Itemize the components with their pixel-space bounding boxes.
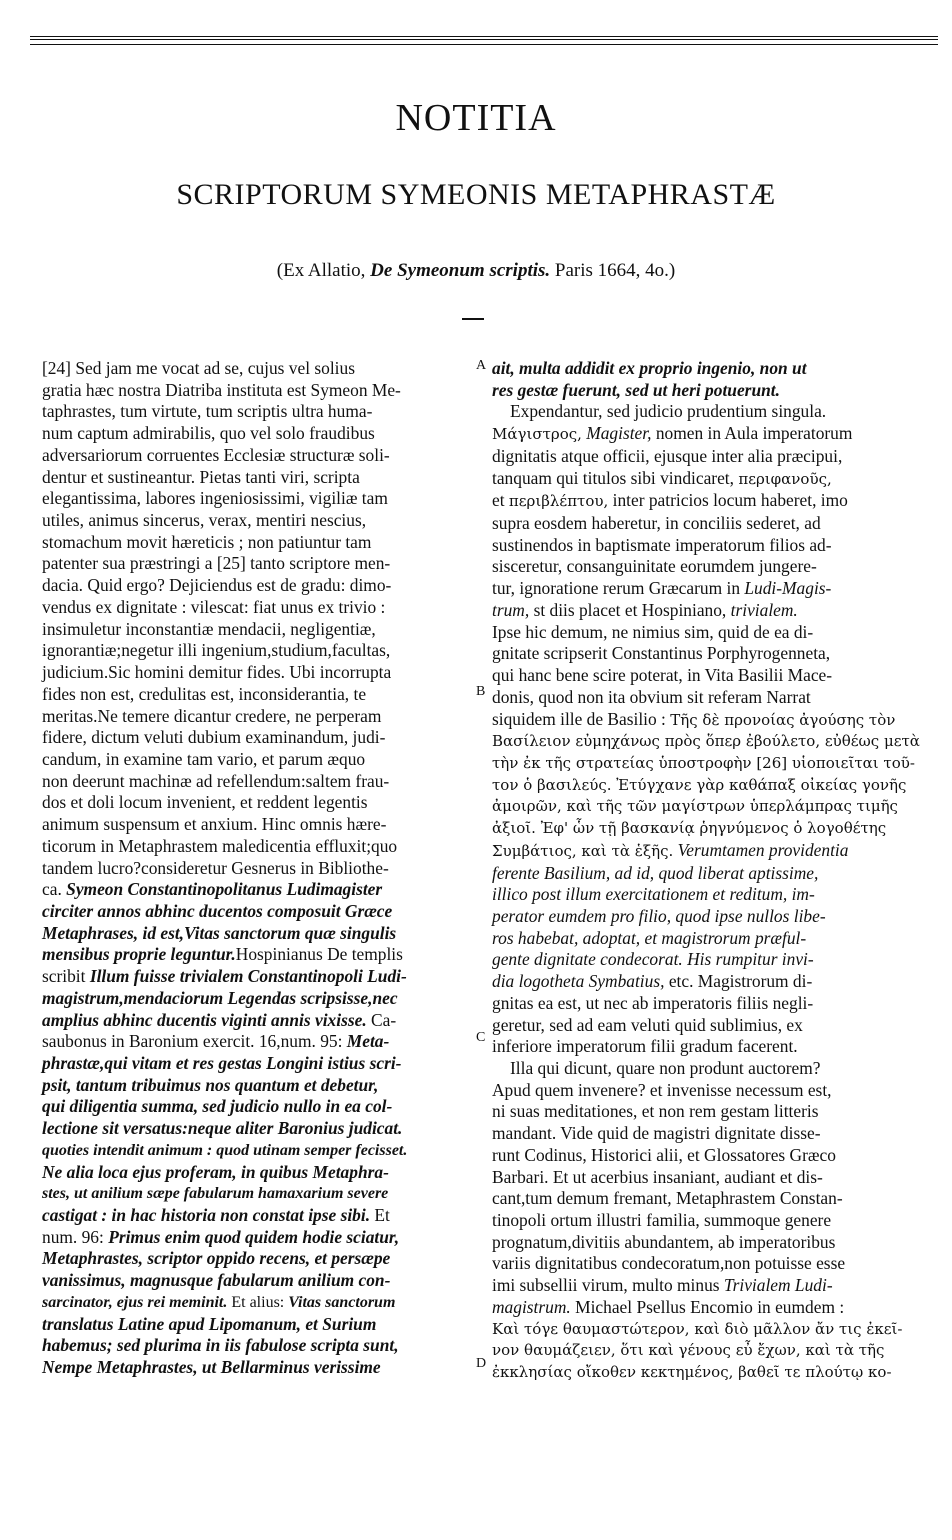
text-line: variis dignitatibus condecoratum,non potuisse esse [492,1253,846,1274]
text-line: νον θαυμάζειεν, ὅτι καὶ γένους εὖ ἔχων, καὶ τὰ τῆς [492,1341,885,1360]
margin-letter-a: A [476,358,487,373]
text-line: illico post illum exercitationem et reditum, im- [492,884,815,905]
text-line: Ipse hic demum, ne nimius sim, quid de ea di- [492,621,814,642]
text-run: st diis placet et Hospiniano, [533,599,727,620]
text-run: et [492,490,505,511]
text-line: ferente Basilium, ad id, quod liberat aptissime, [492,862,819,883]
text-line [42,966,474,988]
quoted-run: Vitas sanctorum [288,1293,396,1311]
page-subtitle: SCRIPTORUM SYMEONIS METAPHRASTÆ [176,178,776,211]
text-run: inter patricios locum haberet, imo [612,490,848,511]
text-line: Metaphrastes, scriptor oppido recens, et persæpe [42,1248,391,1269]
text-line: quoties intendit animum : quod utinam semper fecisset. [42,1141,408,1159]
italic-run: dia logotheta Symbatius, [492,971,665,992]
text-line [492,490,922,513]
text-line: magistrum,mendaciorum Legendas scripsisse,nec [42,987,398,1008]
text-line: Ne alia loca ejus proferam, in quibus Metaphra- [42,1161,389,1182]
text-line: num captum admirabilis, quo vel solo fraudibus [42,423,375,444]
text-line: qui diligentia summa, sed judicio nullo in ea col- [42,1096,393,1117]
text-line: qui hanc bene scire poterat, in Vita Basilii Mace- [492,665,833,686]
text-line: animum suspensum et anxium. Hinc omnis hære- [42,814,387,835]
text-line [492,840,922,863]
section-dash [462,318,484,320]
greek-run: περιβλέπτου, [508,492,609,511]
text-line [492,600,922,622]
text-line: gratia hæc nostra Diatriba instituta est Symeon Me- [42,379,401,400]
left-column [42,358,474,1379]
text-line: sisceretur, consanguinitate eorumdem jungere- [492,556,817,577]
text-line: [24] Sed jam me vocat ad se, cujus vel solius [42,358,355,378]
text-line: runt Codinus, Historici alii, et Glossatores Græco [492,1144,836,1165]
text-line: dos et doli locum invenient, et reddent legentis [42,792,368,813]
text-line: non deerunt machinæ ad refellendum:saltem frau- [42,770,390,791]
text-line [42,1010,474,1032]
text-line: taphrastes, tum virtute, tum scriptis ultra huma- [42,401,373,422]
text-line: Βασίλειον εὐμηχάνως πρὸς ὅπερ ἐβούλετο, εὐθέως μετὰ [492,732,920,751]
text-line [492,709,922,732]
text-line: Nempe Metaphrastes, ut Bellarminus verissime [42,1357,381,1378]
text-line: prognatum,divitiis abundantem, ab imperatoribus [492,1231,836,1252]
text-line: insimuletur inconstantiæ mendacii, negligentiæ, [42,618,376,639]
italic-run: trivialem. [730,599,798,620]
text-line: patenter sua præstringi a [25] tanto scriptore men- [42,553,391,574]
text-line [492,1275,922,1297]
text-line: Metaphrases, id est,Vitas sanctorum quæ singulis [42,922,397,943]
text-line [42,944,474,966]
text-line: Illa qui dicunt, quare non produnt auctorem? [510,1058,821,1078]
text-line: Apud quem invenere? et invenisse necessum est, [492,1079,832,1100]
italic-run: Magister, [586,423,652,444]
text-line: dignitatis atque officii, ejusque inter alia præcipui, [492,445,843,466]
text-line: elegantissima, labores ingeniosissimi, vigiliæ tam [42,488,388,509]
text-line: ἐκκλησίας οἴκοθεν κεκτημένος, βαθεῖ τε πλούτῳ κο- [492,1363,892,1382]
text-run: etc. Magistrorum di- [668,971,813,992]
text-line: gente dignitate condecorat. His rumpitur invi- [492,949,814,970]
quoted-run: Illum fuisse trivialem Constantinopoli Ludi- [89,966,407,987]
text-run: Et [374,1205,390,1226]
text-line: dacia. Quid ergo? Dejiciendus est de gradu: dimo- [42,575,392,596]
text-line: donis, quod non ita obvium sit referam Narrat [492,686,811,707]
text-line: τὴν ἐκ τῆς στρατείας ὑποστροφὴν [26] υἱοποιεῖται τοῦ- [492,753,915,772]
text-line [42,879,474,901]
margin-letter-d: D [476,1356,487,1371]
source-suffix: Paris 1664, 4o.) [554,260,676,281]
greek-run: Μάγιστρος, [492,425,582,444]
quoted-run: Symeon Constantinopolitanus Ludimagister [66,879,383,900]
page-title: NOTITIA [395,97,557,139]
text-line: cant,tum demum fremant, Metaphrastem Constan- [492,1188,843,1209]
text-line: fidere, dictum veluti dubium examinandum, judi- [42,727,386,748]
text-line [42,1227,474,1249]
greek-run: Τῆς δὲ προνοίας ἀγούσης τὸν [670,710,896,729]
text-line [492,423,922,446]
text-run: Hospinianus De templis [235,944,403,965]
source-citation [0,260,952,282]
text-line: τον ὁ βασιλεύς. Ἐτύγχανε γὰρ καθάπαξ οἰκείας γονῆς [492,775,907,794]
text-line: gnitas ea est, ut nec ab imperatoris filiis negli- [492,992,814,1013]
text-line [42,1205,474,1227]
text-line: gnitate scripserit Constantinus Porphyrogennetа, [492,643,831,664]
right-column [492,358,922,1384]
text-line: supra eosdem haberetur, in conciliis sederet, ad [492,513,821,534]
text-line: ἀμοιρῶν, καὶ τῆς τῶν μαγίστρων ὑπερλάμπρας τιμῆς [492,797,898,816]
quoted-run: Primus enim quod quidem hodie sciatur, [108,1226,400,1247]
text-line: ni suas meditationes, et non rem gestam litteris [492,1101,819,1122]
text-run: saubonus in Baronium exercit. 16,num. 95: [42,1031,343,1052]
text-line: meritas.Ne temere dicantur credere, ne perperam [42,705,382,726]
text-line [492,468,922,491]
text-line: psit, tantum tribuimus nos quantum et debetur, [42,1074,379,1095]
quoted-run: Meta- [346,1031,390,1052]
text-line: ignorantiæ;negetur illi ingenium,studium,facultas, [42,640,391,661]
text-line: ticorum in Metaphrastem maledicentia effluxit;quo [42,835,398,856]
source-prefix: (Ex Allatio, [276,260,366,281]
text-run: siquidem ille de Basilio : [492,708,666,729]
text-line: geretur, sed ad eam veluti quid sublimius, ex [492,1014,803,1035]
text-line [42,1292,474,1314]
text-line: adversariorum corruentes Ecclesiæ structuræ soli- [42,444,390,465]
margin-letter-b: B [476,684,486,699]
text-line [492,1297,922,1319]
text-line: utiles, animus sincerus, verax, mentiri nescius, [42,510,367,531]
text-run: Et alius: [231,1293,285,1311]
greek-run: περιφανοῦς, [738,469,832,488]
quoted-run: mensibus proprie leguntur. [42,944,236,965]
text-line: judicium.Sic homini demitur fides. Ubi incorrupta [42,662,392,683]
greek-run: Συμβάτιος, καὶ τὰ ἑξῆς. [492,841,674,860]
text-line: vanissimus, magnusque fabularum anilium con- [42,1270,391,1291]
text-line: phrastæ,qui vitam et res gestas Longini istius scri- [42,1053,402,1073]
text-line: vendus ex dignitate : vilescat: fiat unus ex trivio : [42,596,386,617]
text-run: num. 96: [42,1226,104,1247]
italic-run: trum, [492,599,530,620]
text-run: imi subsellii virum, multo minus [492,1275,720,1296]
text-line [492,971,922,993]
text-line: tandem lucro?consideretur Gesnerus in Bibliothe- [42,857,389,878]
text-run: tur, ignoratione rerum Græcarum in [492,578,741,599]
top-double-rule [30,36,938,40]
text-line: translatus Latine apud Lipomanum, et Surium [42,1313,377,1334]
text-run: tanquam qui titulos sibi vindicaret, [492,467,734,488]
text-line: fides non est, credulitas est, inconsiderantia, te [42,683,367,704]
text-line: candum, in examine tam vario, et parum æquo [42,748,366,769]
text-line: Barbari. Et ut acerbius insaniant, audiant et dis- [492,1166,823,1187]
text-line: habemus; sed plurima in iis fabulose scripta sunt, [42,1335,399,1356]
text-line [42,1031,474,1053]
text-line: ros habebat, adoptat, et magistrorum præful- [492,927,807,948]
text-line: ait, multa addidit ex proprio ingenio, non ut [492,358,807,378]
text-line: Expendantur, sed judicio prudentium singula. [510,401,827,422]
italic-run: Ludi-Magis- [744,578,832,599]
text-run: scribit [42,966,86,987]
source-work: De Symeonum scriptis. [370,260,551,281]
text-line: stomachum movit hæreticis ; non patiuntur tam [42,531,372,552]
italic-run: Verumtamen providentia [677,839,849,860]
text-line: circiter annos abhinc ducentos composuit Græce [42,900,393,921]
quoted-run: sarcinator, ejus rei meminit. [42,1293,228,1311]
text-run: ca. [42,879,62,900]
text-line: inferiore imperatorum filii gradum facerent. [492,1036,798,1057]
margin-letter-c: C [476,1030,486,1045]
italic-run: magistrum. [492,1296,571,1317]
text-line: res gestæ fuerunt, sed ut heri potuerunt. [492,379,780,400]
quoted-run: amplius abhinc ducentis viginti annis vixisse. [42,1009,367,1030]
italic-run: Trivialem Ludi- [723,1275,833,1296]
text-line: sustinendos in baptismate imperatorum filios ad- [492,534,832,555]
text-line: tinopoli ortum illustri familia, summoque genere [492,1210,832,1231]
text-line: perator eumdem pro filio, quod ipse nullos libe- [492,905,826,926]
text-line: stes, ut anilium sæpe fabularum hamaxarium severe [42,1185,389,1203]
quoted-run: castigat : in hac historia non constat ipse sibi. [42,1205,371,1226]
text-run: Michael Psellus Encomio in eumdem : [575,1296,845,1317]
text-run: nomen in Aula imperatorum [655,423,853,444]
text-line: ἀξιοῖ. Ἐφ' ὧν τῇ βασκανίᾳ ῥηγνύμενος ὁ λογοθέτης [492,819,887,838]
text-line: dentur et sustineantur. Pietas tanti viri, scripta [42,466,360,487]
text-line [492,578,922,600]
text-line: mandant. Vide quid de magistri dignitate disse- [492,1123,821,1144]
text-line: lectione sit versatus:neque aliter Baronius judicat. [42,1118,403,1139]
text-run: Ca- [371,1009,397,1030]
text-line: Καὶ τόγε θαυμαστώτερον, καὶ διὸ μᾶλλον ἄν τις ἐκεῖ- [492,1319,903,1338]
